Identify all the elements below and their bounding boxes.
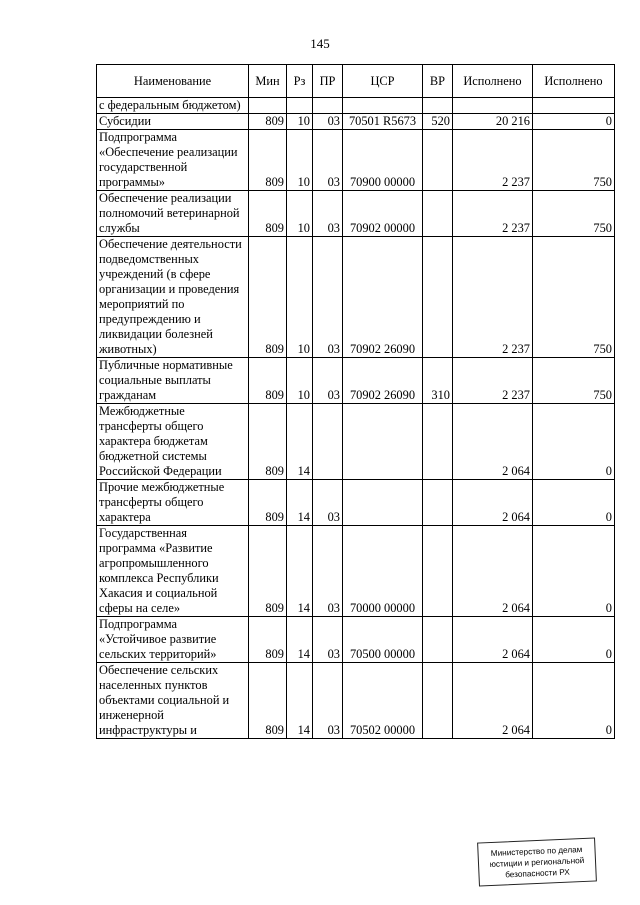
cell-min: 809: [249, 526, 287, 617]
table-row: [97, 663, 615, 739]
cell-vr: [423, 237, 453, 358]
cell-min: 809: [249, 663, 287, 739]
header-executed-1: Исполнено: [453, 65, 533, 98]
cell-name: Обеспечение сельских населенных пунктов объектами социальной и инженерной инфраструктуры и: [97, 663, 249, 739]
cell-rz: 14: [287, 404, 313, 480]
cell-executed-1: 20 216: [453, 114, 533, 130]
cell-pr: 03: [313, 191, 343, 237]
cell-pr: 03: [313, 480, 343, 526]
cell-executed-1: 2 064: [453, 617, 533, 663]
cell-pr: 03: [313, 358, 343, 404]
cell-name: Обеспечение реализации полномочий ветеринарной службы: [97, 191, 249, 237]
table-row: [97, 526, 615, 617]
cell-executed-1: [453, 98, 533, 114]
table-row: [97, 114, 615, 130]
cell-executed-2: 750: [533, 358, 615, 404]
cell-pr: 03: [313, 130, 343, 191]
header-executed-2: Исполнено: [533, 65, 615, 98]
budget-table: [96, 64, 615, 739]
cell-csr: 70902 00000: [343, 191, 423, 237]
cell-name: Межбюджетные трансферты общего характера бюджетам бюджетной системы Российской Федерации: [97, 404, 249, 480]
cell-csr: [343, 98, 423, 114]
cell-executed-1: 2 237: [453, 191, 533, 237]
cell-pr: 03: [313, 663, 343, 739]
cell-vr: 310: [423, 358, 453, 404]
cell-min: 809: [249, 480, 287, 526]
cell-executed-1: 2 064: [453, 663, 533, 739]
cell-executed-2: 750: [533, 191, 615, 237]
cell-csr: 70900 00000: [343, 130, 423, 191]
cell-rz: 14: [287, 526, 313, 617]
table-row: [97, 191, 615, 237]
cell-min: [249, 98, 287, 114]
cell-vr: [423, 130, 453, 191]
cell-name: Прочие межбюджетные трансферты общего характера: [97, 480, 249, 526]
cell-min: 809: [249, 130, 287, 191]
cell-vr: [423, 526, 453, 617]
cell-executed-1: 2 237: [453, 237, 533, 358]
stamp-line-2: юстиции и региональной: [489, 855, 585, 869]
cell-csr: 70902 26090: [343, 237, 423, 358]
table-row: [97, 98, 615, 114]
cell-csr: 70500 00000: [343, 617, 423, 663]
cell-name: Подпрограмма «Устойчивое развитие сельских территорий»: [97, 617, 249, 663]
cell-pr: 03: [313, 526, 343, 617]
cell-pr: 03: [313, 237, 343, 358]
cell-executed-2: 0: [533, 617, 615, 663]
cell-executed-2: 0: [533, 526, 615, 617]
cell-min: 809: [249, 191, 287, 237]
cell-csr: 70902 26090: [343, 358, 423, 404]
table-row: [97, 480, 615, 526]
cell-min: 809: [249, 404, 287, 480]
cell-rz: 10: [287, 114, 313, 130]
cell-vr: [423, 191, 453, 237]
page-number: 145: [310, 36, 330, 51]
cell-executed-1: 2 064: [453, 526, 533, 617]
cell-rz: 14: [287, 617, 313, 663]
cell-csr: 70502 00000: [343, 663, 423, 739]
cell-name: Подпрограмма «Обеспечение реализации государственной программы»: [97, 130, 249, 191]
cell-vr: [423, 617, 453, 663]
cell-min: 809: [249, 237, 287, 358]
cell-vr: 520: [423, 114, 453, 130]
cell-min: 809: [249, 358, 287, 404]
table-header-row: [97, 65, 615, 98]
ministry-stamp: [477, 837, 597, 886]
cell-name: Обеспечение деятельности подведомственных учреждений (в сфере организации и проведения мероприятий по предупреждению и ликвидации болезней животных): [97, 237, 249, 358]
cell-pr: [313, 98, 343, 114]
table-row: [97, 130, 615, 191]
cell-rz: 14: [287, 663, 313, 739]
cell-executed-2: 0: [533, 404, 615, 480]
cell-rz: 10: [287, 130, 313, 191]
cell-min: 809: [249, 617, 287, 663]
cell-rz: [287, 98, 313, 114]
cell-pr: [313, 404, 343, 480]
cell-min: 809: [249, 114, 287, 130]
cell-executed-2: 0: [533, 480, 615, 526]
cell-name: Публичные нормативные социальные выплаты гражданам: [97, 358, 249, 404]
cell-vr: [423, 404, 453, 480]
cell-executed-2: [533, 98, 615, 114]
header-name: Наименование: [97, 65, 249, 98]
cell-executed-2: 750: [533, 237, 615, 358]
table-row: [97, 617, 615, 663]
cell-name: с федеральным бюджетом): [97, 98, 249, 114]
header-min: Мин: [249, 65, 287, 98]
cell-rz: 10: [287, 358, 313, 404]
cell-executed-1: 2 064: [453, 404, 533, 480]
cell-csr: [343, 480, 423, 526]
header-rz: Рз: [287, 65, 313, 98]
stamp-line-1: Министерство по делам: [490, 844, 583, 858]
cell-vr: [423, 98, 453, 114]
cell-executed-2: 750: [533, 130, 615, 191]
header-vr: ВР: [423, 65, 453, 98]
cell-executed-2: 0: [533, 114, 615, 130]
cell-csr: 70501 R5673: [343, 114, 423, 130]
cell-executed-1: 2 237: [453, 358, 533, 404]
cell-executed-1: 2 237: [453, 130, 533, 191]
cell-vr: [423, 663, 453, 739]
table-row: [97, 237, 615, 358]
cell-csr: [343, 404, 423, 480]
stamp-line-3: безопасности РХ: [505, 867, 570, 879]
cell-executed-1: 2 064: [453, 480, 533, 526]
cell-name: Субсидии: [97, 114, 249, 130]
cell-vr: [423, 480, 453, 526]
cell-pr: 03: [313, 114, 343, 130]
header-pr: ПР: [313, 65, 343, 98]
cell-rz: 10: [287, 237, 313, 358]
table-row: [97, 404, 615, 480]
cell-rz: 14: [287, 480, 313, 526]
cell-rz: 10: [287, 191, 313, 237]
cell-csr: 70000 00000: [343, 526, 423, 617]
cell-name: Государственная программа «Развитие агропромышленного комплекса Республики Хакасия и социальной сферы на селе»: [97, 526, 249, 617]
table-row: [97, 358, 615, 404]
cell-executed-2: 0: [533, 663, 615, 739]
header-csr: ЦСР: [343, 65, 423, 98]
cell-pr: 03: [313, 617, 343, 663]
